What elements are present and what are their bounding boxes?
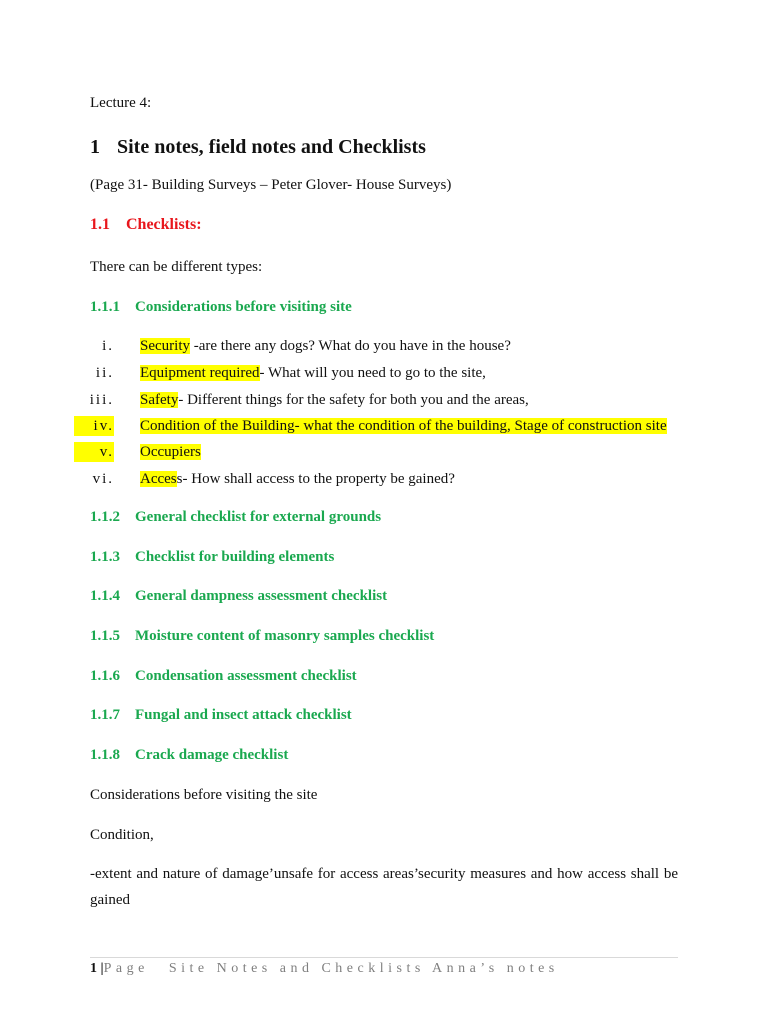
subsection-heading	[90, 666, 357, 686]
list-item-text: -are there any dogs? What do you have in the house?	[190, 338, 511, 354]
reference-line: (Page 31- Building Surveys – Peter Glover- House Surveys)	[90, 177, 452, 193]
subsection-text: General checklist for external grounds	[135, 509, 382, 525]
list-item	[74, 416, 667, 436]
heading-3-number: 1.1.1	[90, 299, 120, 315]
footer-separator: |	[100, 961, 104, 976]
subsection-number: 1.1.4	[90, 588, 120, 604]
list-item-numeral: v.	[74, 442, 114, 462]
list-item	[74, 469, 455, 489]
heading-2-number: 1.1	[90, 216, 110, 233]
subsection-heading	[90, 745, 288, 765]
subsection-number: 1.1.3	[90, 549, 120, 565]
subsection-number: 1.1.5	[90, 628, 120, 644]
intro-text: There can be different types:	[90, 259, 263, 275]
list-item-numeral: ii.	[95, 365, 114, 381]
footer-title: Site Notes and Checklists Anna’s notes	[168, 961, 559, 976]
heading-2-text: Checklists:	[126, 216, 202, 233]
paragraph-condition: Condition,	[90, 827, 154, 843]
subsection-heading	[90, 547, 334, 567]
heading-1-text: Site notes, field notes and Checklists	[117, 136, 426, 158]
list-item	[74, 336, 511, 356]
subsection-number: 1.1.7	[90, 707, 120, 723]
heading-3-text: Considerations before visiting site	[135, 299, 352, 315]
list-item-highlight: Condition of the Building- what the condition of the building, Stage of construction site	[140, 418, 667, 434]
footer-page-label: Page	[103, 961, 149, 976]
paragraph-extent: -extent and nature of damage’unsafe for access areas’security measures and how access shall be gained	[90, 866, 678, 908]
paragraph-considerations: Considerations before visiting the site	[90, 787, 318, 803]
subsection-text: Moisture content of masonry samples checklist	[135, 628, 435, 644]
list-item-numeral: i.	[102, 338, 114, 354]
lecture-label: Lecture 4:	[90, 95, 152, 111]
list-item-highlight: Safety	[140, 392, 179, 408]
subsection-number: 1.1.6	[90, 668, 120, 684]
footer-divider	[90, 957, 678, 958]
subsection-text: Condensation assessment checklist	[135, 668, 357, 684]
subsection-heading	[90, 586, 387, 606]
list-item-text: - What will you need to go to the site,	[259, 365, 486, 381]
list-item-highlight: Equipment required	[140, 365, 260, 381]
subsection-text: Fungal and insect attack checklist	[135, 707, 352, 723]
subsection-number: 1.1.8	[90, 747, 120, 763]
subsection-heading	[90, 626, 434, 646]
subsection-number: 1.1.2	[90, 509, 120, 525]
list-item-numeral: vi.	[92, 471, 114, 487]
list-item	[74, 442, 201, 462]
subsection-text: Checklist for building elements	[135, 549, 335, 565]
heading-1	[90, 134, 426, 160]
list-item-highlight: Occupiers	[140, 444, 201, 460]
footer-page-number: 1	[90, 961, 97, 976]
list-item-numeral: iii.	[89, 392, 114, 408]
heading-2-checklists	[90, 214, 202, 236]
list-item-highlight: Acces	[140, 471, 177, 487]
list-item-numeral: iv.	[74, 416, 114, 436]
subsection-text: General dampness assessment checklist	[135, 588, 388, 604]
subsection-heading	[90, 705, 352, 725]
list-item	[74, 390, 529, 410]
subsection-heading	[90, 507, 381, 527]
subsection-text: Crack damage checklist	[135, 747, 289, 763]
list-item-text: - Different things for the safety for both you and the areas,	[178, 392, 529, 408]
page-footer	[90, 959, 559, 979]
list-item-highlight: Security	[140, 338, 190, 354]
heading-1-number: 1	[90, 136, 100, 158]
list-item	[74, 363, 486, 383]
heading-3-considerations	[90, 297, 352, 317]
list-item-text: s- How shall access to the property be gained?	[176, 471, 455, 487]
